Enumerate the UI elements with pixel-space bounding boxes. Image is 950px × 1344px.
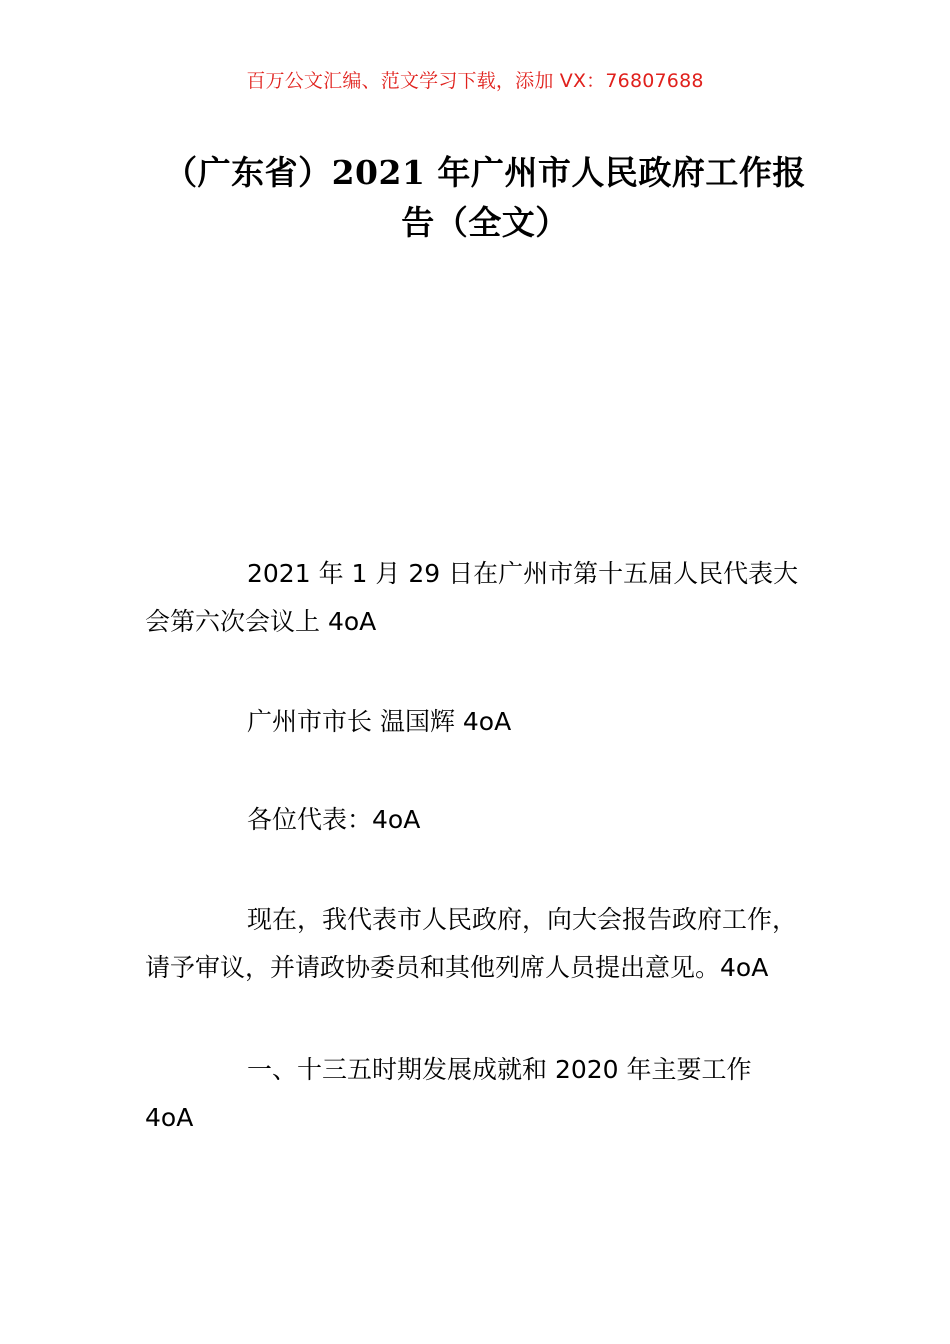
paragraph-text: 2021 年 1 月 29 日在广州市第十五届人民代表大 (247, 559, 799, 588)
title-line-2: 告（全文） (401, 203, 569, 242)
section-heading-1 (145, 1046, 835, 1142)
paragraph-text: 一、十三五时期发展成就和 2020 年主要工作 (247, 1055, 752, 1084)
paragraph-text: 请予审议，并请政协委员和其他列席人员提出意见。4oA (145, 953, 769, 982)
title-line-1: （广东省）2021 年广州市人民政府工作报 (164, 153, 806, 192)
header-banner: 百万公文汇编、范文学习下载，添加 VX：76807688 (246, 70, 704, 92)
paragraph-salutation (145, 796, 835, 844)
paragraph-intro (145, 896, 835, 992)
paragraph-text: 广州市市长 温国辉 4oA (247, 707, 512, 736)
document-title (145, 148, 825, 248)
paragraph-text: 各位代表：4oA (247, 805, 421, 834)
paragraph-text: 会第六次会议上 4oA (145, 607, 377, 636)
paragraph-meeting-date (145, 550, 835, 646)
paragraph-author (145, 698, 835, 746)
paragraph-text: 4oA (145, 1103, 194, 1132)
paragraph-text: 现在，我代表市人民政府，向大会报告政府工作， (247, 905, 798, 934)
